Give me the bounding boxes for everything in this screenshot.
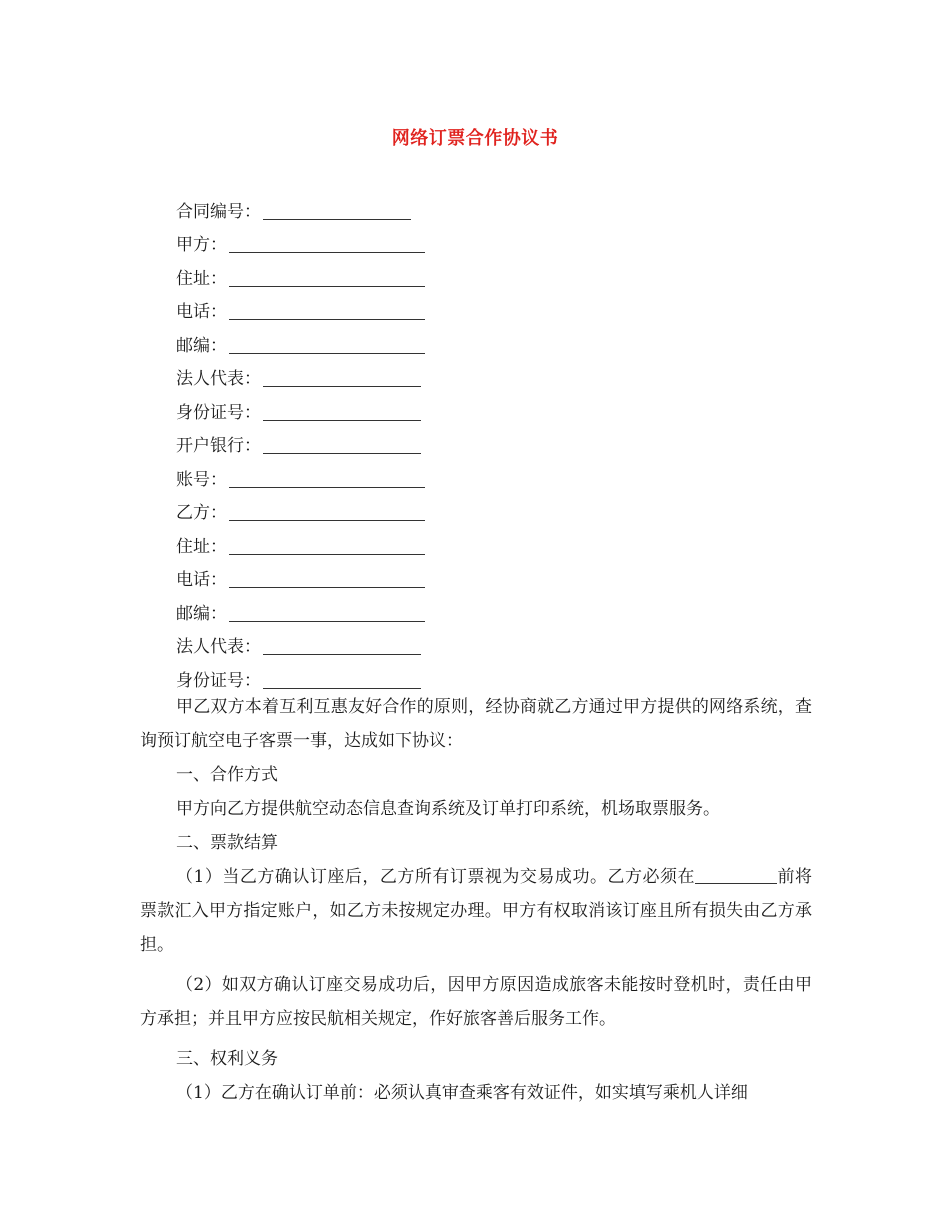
fill-in-blank[interactable] xyxy=(229,467,425,488)
field-party-b-address xyxy=(176,527,776,561)
rights-item-1: （1）乙方在确认订单前：必须认真审查乘客有效证件，如实填写乘机人详细 xyxy=(176,1083,748,1103)
field-contract-number xyxy=(176,192,776,226)
field-label: 电话： xyxy=(176,302,227,322)
field-party-a-account xyxy=(176,460,776,494)
fill-in-blank[interactable] xyxy=(263,400,421,421)
field-party-a-postcode xyxy=(176,326,776,360)
field-label: 法人代表： xyxy=(176,369,261,389)
contract-fields xyxy=(176,192,776,695)
field-party-b xyxy=(176,494,776,528)
intro-paragraph: 甲乙双方本着互利互惠友好合作的原则，经协商就乙方通过甲方提供的网络系统，查询预订航空电子客票一事，达成如下协议： xyxy=(140,697,812,751)
section-heading-cooperation: 一、合作方式 xyxy=(176,765,278,785)
fill-in-blank[interactable] xyxy=(229,567,425,588)
fill-in-blank[interactable] xyxy=(263,199,411,220)
field-label: 身份证号： xyxy=(176,402,261,423)
field-label: 合同编号： xyxy=(176,201,261,222)
settlement-item-1 xyxy=(140,860,812,962)
fill-in-blank[interactable] xyxy=(229,534,425,555)
fill-in-blank[interactable] xyxy=(229,500,425,521)
fill-in-blank[interactable] xyxy=(229,333,425,354)
fill-in-blank[interactable] xyxy=(229,601,425,622)
fill-in-blank[interactable] xyxy=(263,366,421,387)
field-label: 邮编： xyxy=(176,603,227,624)
field-party-a-legal-rep xyxy=(176,360,776,394)
fill-in-blank[interactable] xyxy=(263,634,421,655)
section-text-cooperation: 甲方向乙方提供航空动态信息查询系统及订单打印系统，机场取票服务。 xyxy=(176,799,720,819)
field-party-a xyxy=(176,226,776,260)
field-party-a-phone xyxy=(176,293,776,327)
field-label: 法人代表： xyxy=(176,637,261,657)
agreement-body xyxy=(140,690,812,1110)
field-party-a-bank xyxy=(176,427,776,461)
field-label: 甲方： xyxy=(176,235,227,255)
field-party-a-id-number xyxy=(176,393,776,427)
section-heading-rights: 三、权利义务 xyxy=(176,1049,278,1069)
field-label: 电话： xyxy=(176,570,227,590)
field-label: 住址： xyxy=(176,536,227,557)
field-party-b-phone xyxy=(176,561,776,595)
field-label: 开户银行： xyxy=(176,436,261,456)
deadline-blank[interactable] xyxy=(695,863,777,884)
field-label: 账号： xyxy=(176,469,227,490)
fill-in-blank[interactable] xyxy=(229,232,425,253)
settlement-item-2: （2）如双方确认订座交易成功后，因甲方原因造成旅客未能按时登机时，责任由甲方承担；并且甲方应按民航相关规定，作好旅客善后服务工作。 xyxy=(140,975,812,1029)
field-party-b-legal-rep xyxy=(176,628,776,662)
field-label: 身份证号： xyxy=(176,670,261,691)
document-title: 网络订票合作协议书 xyxy=(391,128,559,149)
settlement-item-1-end: 前将票款汇入甲方指定账户，如乙方未按规定办理。甲方有权取消该订座且所有损失由乙方承担。 xyxy=(140,867,812,955)
field-label: 邮编： xyxy=(176,335,227,356)
section-heading-settlement: 二、票款结算 xyxy=(176,833,278,853)
fill-in-blank[interactable] xyxy=(263,668,421,689)
field-label: 住址： xyxy=(176,268,227,289)
field-party-b-postcode xyxy=(176,594,776,628)
fill-in-blank[interactable] xyxy=(263,433,421,454)
field-party-a-address xyxy=(176,259,776,293)
field-label: 乙方： xyxy=(176,503,227,523)
fill-in-blank[interactable] xyxy=(229,266,425,287)
settlement-item-1-start: （1）当乙方确认订座后，乙方所有订票视为交易成功。乙方必须在 xyxy=(176,867,695,887)
fill-in-blank[interactable] xyxy=(229,299,425,320)
